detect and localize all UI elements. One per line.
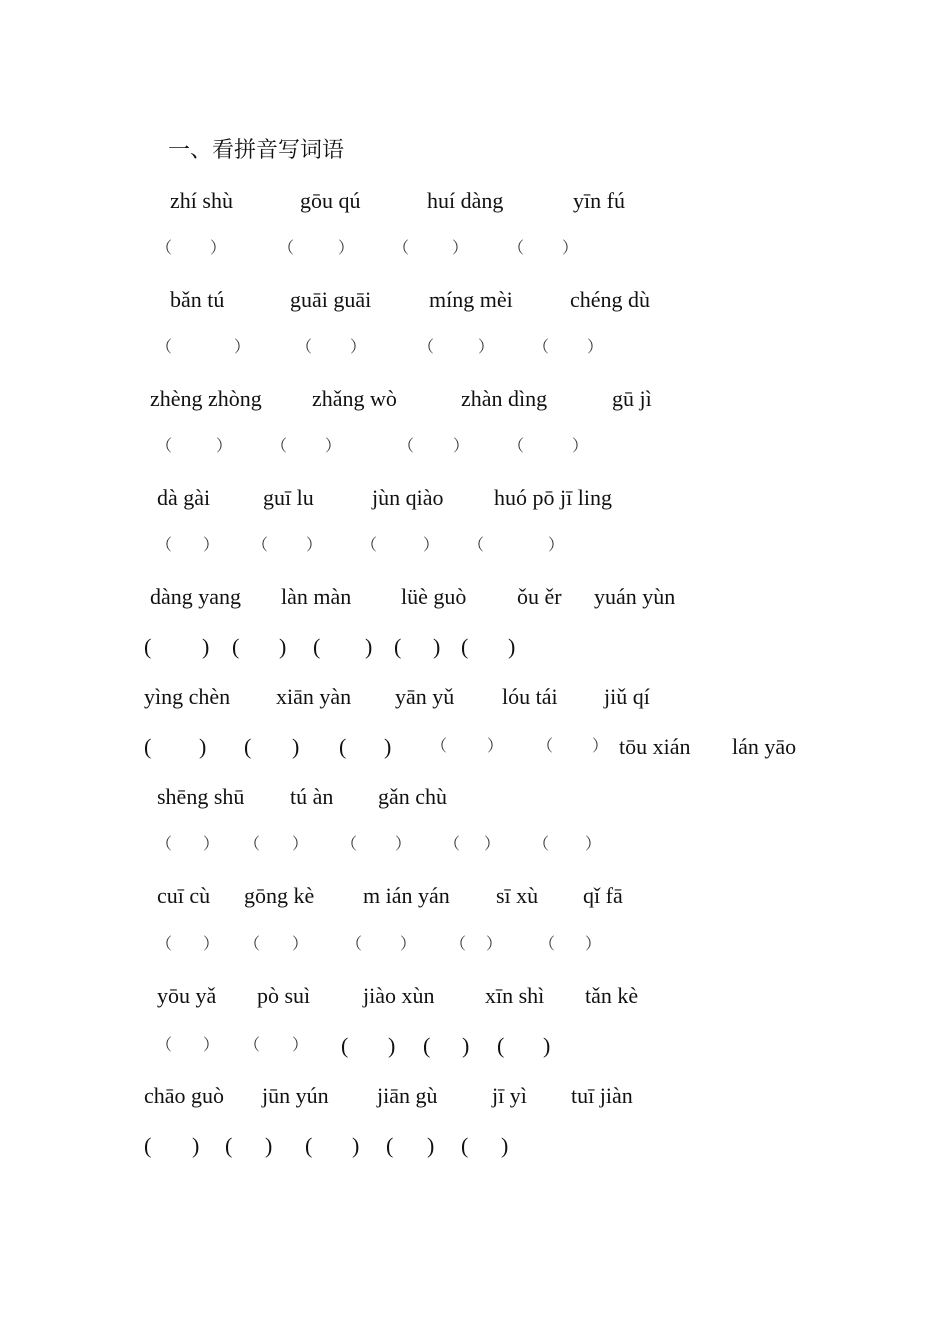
answer-blank-open-paren: ( — [144, 734, 152, 759]
pinyin-row — [0, 682, 950, 712]
pinyin-word: xiān yàn — [276, 684, 352, 709]
answer-blank-close-paren: ） — [203, 1037, 220, 1054]
answer-blank-close-paren: ) — [265, 1133, 273, 1158]
answer-blank-close-paren: ） — [587, 339, 604, 356]
answer-blank-close-paren: ） — [210, 240, 227, 257]
answer-blank-open-paren: （ — [278, 240, 295, 257]
pinyin-word: jiān gù — [377, 1083, 438, 1108]
answer-blank-close-paren: ） — [478, 339, 495, 356]
pinyin-word: cuī cù — [157, 883, 211, 908]
answer-blank-open-paren: （ — [341, 836, 358, 853]
pinyin-word: huí dàng — [427, 188, 504, 213]
pinyin-word: yān yǔ — [395, 684, 455, 709]
pinyin-word: gǎn chù — [378, 784, 448, 809]
pinyin-row — [0, 285, 950, 315]
answer-blank-open-paren: （ — [450, 936, 467, 953]
answer-blank-open-paren: （ — [156, 1037, 173, 1054]
pinyin-row — [0, 1081, 950, 1111]
answer-blank-open-paren: ( — [341, 1033, 349, 1058]
answer-blank-close-paren: ） — [487, 738, 504, 755]
pinyin-word: míng mèi — [429, 287, 513, 312]
answer-blank-open-paren: （ — [156, 537, 173, 554]
pinyin-word: jī yì — [492, 1083, 527, 1108]
pinyin-word: m ián yán — [363, 883, 450, 908]
pinyin-row — [0, 186, 950, 216]
answer-blank-open-paren: ( — [225, 1133, 233, 1158]
pinyin-word: dàng yang — [150, 584, 242, 609]
answer-blank-open-paren: （ — [156, 339, 173, 356]
pinyin-word: gōu qú — [300, 188, 361, 213]
answer-blank-open-paren: （ — [508, 240, 525, 257]
answer-blank-close-paren: ） — [350, 339, 367, 356]
answer-blank-open-paren: ( — [339, 734, 347, 759]
pinyin-word: zhàn dìng — [461, 386, 548, 411]
answer-blank-close-paren: ） — [453, 438, 470, 455]
answer-blank-open-paren: ( — [423, 1033, 431, 1058]
pinyin-word: jùn qiào — [372, 485, 444, 510]
answer-blank-close-paren: ) — [508, 634, 516, 659]
answer-blank-close-paren: ） — [203, 836, 220, 853]
pinyin-word: zhǎng wò — [312, 386, 397, 411]
pinyin-word: yìng chèn — [144, 684, 231, 709]
answer-blank-close-paren: ） — [216, 438, 233, 455]
answer-blank-close-paren: ) — [352, 1133, 360, 1158]
answer-blank-open-paren: ( — [232, 634, 240, 659]
pinyin-word: jūn yún — [262, 1083, 329, 1108]
answer-row — [0, 632, 950, 662]
answer-blank-close-paren: ） — [423, 537, 440, 554]
answer-blank-close-paren: ） — [338, 240, 355, 257]
answer-blank-close-paren: ） — [585, 936, 602, 953]
pinyin-word: gū jì — [612, 386, 652, 411]
answer-blank-close-paren: ） — [592, 738, 609, 755]
answer-row — [0, 234, 950, 264]
answer-blank-close-paren: ） — [395, 836, 412, 853]
answer-blank-open-paren: ( — [313, 634, 321, 659]
answer-blank-close-paren: ） — [452, 240, 469, 257]
answer-blank-close-paren: ) — [202, 634, 210, 659]
answer-blank-open-paren: （ — [156, 438, 173, 455]
answer-blank-open-paren: ( — [461, 634, 469, 659]
pinyin-word: pò suì — [257, 983, 311, 1008]
answer-row — [0, 930, 950, 960]
pinyin-row — [0, 782, 950, 812]
pinyin-word: gōng kè — [244, 883, 315, 908]
answer-blank-open-paren: ( — [394, 634, 402, 659]
answer-blank-open-paren: （ — [361, 537, 378, 554]
answer-blank-close-paren: ) — [433, 634, 441, 659]
pinyin-word: huó pō jī ling — [494, 485, 612, 510]
answer-blank-close-paren: ） — [548, 537, 565, 554]
answer-blank-close-paren: ） — [292, 1037, 309, 1054]
pinyin-word: bǎn tú — [170, 287, 225, 312]
pinyin-word: jiào xùn — [363, 983, 435, 1008]
answer-blank-open-paren: （ — [468, 537, 485, 554]
pinyin-word: tú àn — [290, 784, 334, 809]
answer-blank-close-paren: ) — [543, 1033, 551, 1058]
answer-blank-close-paren: ） — [486, 936, 503, 953]
answer-blank-open-paren: ( — [461, 1133, 469, 1158]
answer-row — [0, 1031, 950, 1061]
answer-blank-open-paren: （ — [418, 339, 435, 356]
pinyin-word: tuī jiàn — [571, 1083, 633, 1108]
answer-blank-open-paren: （ — [156, 240, 173, 257]
answer-blank-close-paren: ) — [192, 1133, 200, 1158]
answer-blank-open-paren: （ — [393, 240, 410, 257]
answer-blank-open-paren: （ — [398, 438, 415, 455]
answer-blank-close-paren: ） — [203, 936, 220, 953]
answer-blank-close-paren: ) — [384, 734, 392, 759]
answer-blank-close-paren: ） — [325, 438, 342, 455]
answer-blank-open-paren: （ — [346, 936, 363, 953]
answer-blank-open-paren: ( — [386, 1133, 394, 1158]
pinyin-word: yuán yùn — [594, 584, 676, 609]
answer-blank-close-paren: ) — [292, 734, 300, 759]
answer-row — [0, 1131, 950, 1161]
answer-blank-close-paren: ） — [484, 836, 501, 853]
pinyin-word: lán yāo — [732, 734, 797, 759]
pinyin-row — [0, 981, 950, 1011]
answer-blank-close-paren: ） — [203, 537, 220, 554]
answer-row — [0, 531, 950, 561]
answer-blank-close-paren: ） — [306, 537, 323, 554]
answer-row — [0, 830, 950, 860]
answer-blank-close-paren: ） — [292, 936, 309, 953]
exercise-heading: 一、看拼音写词语 — [168, 138, 345, 163]
pinyin-word: ǒu ěr — [517, 584, 562, 609]
pinyin-word: yīn fú — [573, 188, 625, 213]
pinyin-word: dà gài — [157, 485, 211, 510]
answer-blank-open-paren: ( — [497, 1033, 505, 1058]
answer-row — [0, 732, 950, 762]
answer-blank-open-paren: （ — [533, 339, 550, 356]
pinyin-word: guī lu — [263, 485, 314, 510]
pinyin-word: xīn shì — [485, 983, 545, 1008]
pinyin-word: zhí shù — [170, 188, 233, 213]
pinyin-word: shēng shū — [157, 784, 245, 809]
pinyin-word: chéng dù — [570, 287, 651, 312]
answer-blank-close-paren: ) — [199, 734, 207, 759]
answer-blank-open-paren: （ — [444, 836, 461, 853]
answer-blank-close-paren: ） — [585, 836, 602, 853]
answer-blank-open-paren: （ — [244, 1037, 261, 1054]
pinyin-word: jiǔ qí — [604, 684, 650, 709]
pinyin-word: làn màn — [281, 584, 352, 609]
answer-blank-close-paren: ) — [427, 1133, 435, 1158]
answer-blank-open-paren: （ — [431, 738, 448, 755]
answer-blank-open-paren: ( — [144, 634, 152, 659]
pinyin-word: chāo guò — [144, 1083, 225, 1108]
answer-row — [0, 333, 950, 363]
answer-blank-close-paren: ） — [234, 339, 251, 356]
answer-blank-open-paren: ( — [144, 1133, 152, 1158]
pinyin-word: lóu tái — [502, 684, 558, 709]
answer-blank-open-paren: （ — [244, 936, 261, 953]
answer-blank-open-paren: （ — [508, 438, 525, 455]
answer-blank-close-paren: ) — [279, 634, 287, 659]
answer-blank-close-paren: ) — [462, 1033, 470, 1058]
pinyin-word: zhèng zhòng — [150, 386, 262, 411]
pinyin-word: yōu yǎ — [157, 983, 217, 1008]
answer-blank-open-paren: （ — [296, 339, 313, 356]
pinyin-word: tǎn kè — [585, 983, 639, 1008]
answer-blank-close-paren: ) — [388, 1033, 396, 1058]
answer-blank-open-paren: （ — [537, 738, 554, 755]
answer-blank-open-paren: ( — [305, 1133, 313, 1158]
pinyin-word: tōu xián — [619, 734, 691, 759]
answer-blank-open-paren: （ — [156, 936, 173, 953]
answer-blank-open-paren: （ — [271, 438, 288, 455]
answer-blank-open-paren: ( — [244, 734, 252, 759]
pinyin-word: sī xù — [496, 883, 539, 908]
pinyin-row — [0, 582, 950, 612]
answer-blank-close-paren: ） — [562, 240, 579, 257]
pinyin-word: lüè guò — [401, 584, 467, 609]
pinyin-row — [0, 483, 950, 513]
answer-blank-close-paren: ） — [292, 836, 309, 853]
answer-row — [0, 432, 950, 462]
pinyin-word: qǐ fā — [583, 883, 623, 908]
answer-blank-open-paren: （ — [244, 836, 261, 853]
answer-blank-close-paren: ） — [400, 936, 417, 953]
answer-blank-open-paren: （ — [252, 537, 269, 554]
answer-blank-close-paren: ) — [501, 1133, 509, 1158]
pinyin-word: guāi guāi — [290, 287, 372, 312]
answer-blank-close-paren: ) — [365, 634, 373, 659]
pinyin-row — [0, 881, 950, 911]
answer-blank-open-paren: （ — [156, 836, 173, 853]
pinyin-row — [0, 384, 950, 414]
answer-blank-close-paren: ） — [572, 438, 589, 455]
answer-blank-open-paren: （ — [539, 936, 556, 953]
answer-blank-open-paren: （ — [533, 836, 550, 853]
